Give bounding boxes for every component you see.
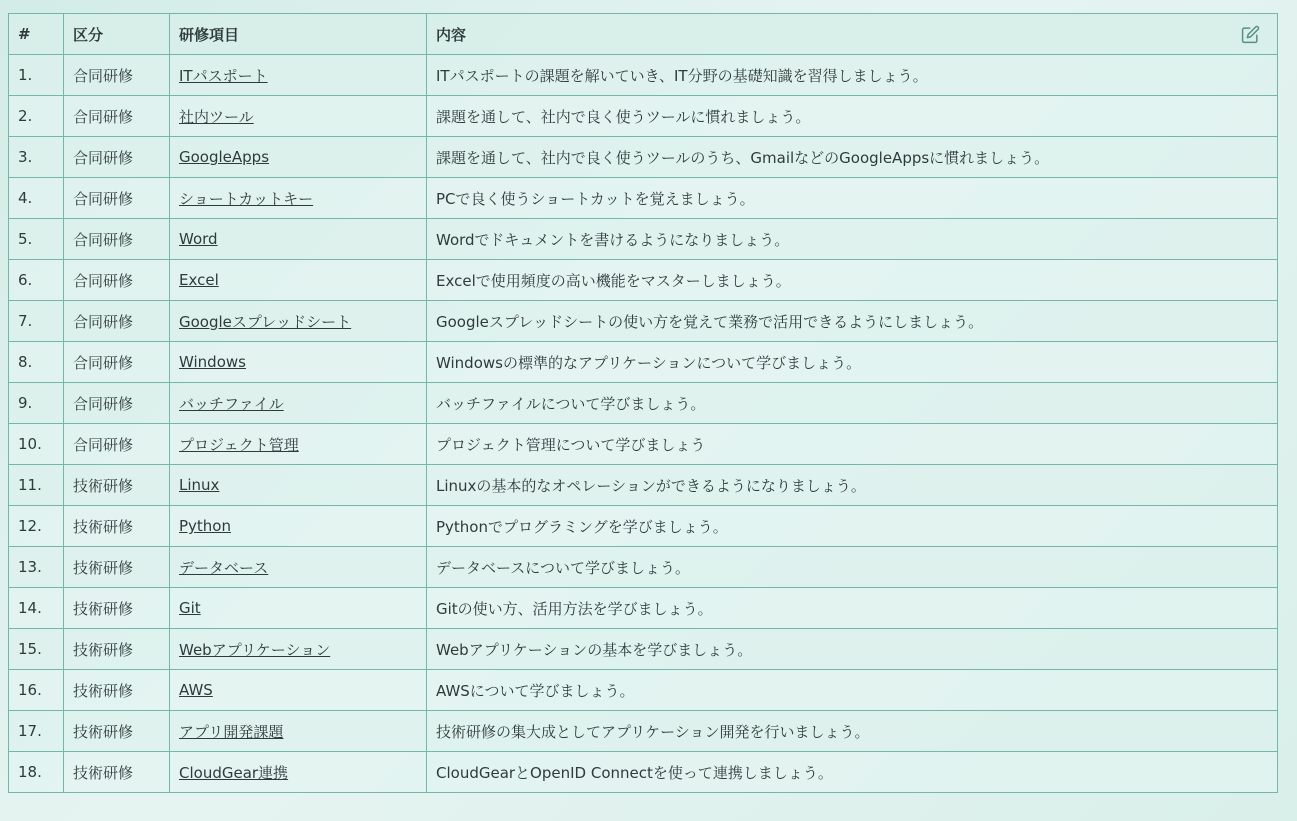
row-number: 13. xyxy=(18,558,42,576)
training-item-cell xyxy=(170,55,427,96)
row-number: 17. xyxy=(18,722,42,740)
training-item-cell xyxy=(170,588,427,629)
content-text: CloudGearとOpenID Connectを使って連携しましょう。 xyxy=(436,763,833,782)
header-number xyxy=(9,14,64,55)
category-label: 合同研修 xyxy=(73,312,134,331)
header-content-label: 内容 xyxy=(436,25,467,44)
row-number: 18. xyxy=(18,763,42,781)
content-text: プロジェクト管理について学びましょう xyxy=(436,435,706,454)
row-number: 11. xyxy=(18,476,42,494)
table-row xyxy=(9,465,1278,506)
content-text: データベースについて学びましょう。 xyxy=(436,558,690,577)
category-label: 合同研修 xyxy=(73,148,134,167)
content-text: Linuxの基本的なオペレーションができるようになりましょう。 xyxy=(436,476,866,495)
category-label: 合同研修 xyxy=(73,189,134,208)
content-cell xyxy=(427,588,1278,629)
header-category xyxy=(64,14,170,55)
content-cell xyxy=(427,465,1278,506)
content-cell xyxy=(427,711,1278,752)
row-number-cell xyxy=(9,342,64,383)
category-cell xyxy=(64,260,170,301)
table-row xyxy=(9,629,1278,670)
training-item-cell xyxy=(170,383,427,424)
training-item-link[interactable]: ショートカットキー xyxy=(179,189,314,208)
content-text: Gitの使い方、活用方法を学びましょう。 xyxy=(436,599,713,618)
row-number-cell xyxy=(9,137,64,178)
training-table-container xyxy=(8,13,1277,793)
training-item-link[interactable]: データベース xyxy=(179,558,269,577)
category-label: 合同研修 xyxy=(73,66,134,85)
row-number: 10. xyxy=(18,435,42,453)
content-text: 課題を通して、社内で良く使うツールのうち、GmailなどのGoogleAppsに慣れましょう。 xyxy=(436,148,1050,167)
content-text: 技術研修の集大成としてアプリケーション開発を行いましょう。 xyxy=(436,722,870,741)
training-item-cell xyxy=(170,711,427,752)
training-item-cell xyxy=(170,506,427,547)
training-table xyxy=(8,13,1278,793)
training-item-link[interactable]: 社内ツール xyxy=(179,107,254,126)
header-content-wrapper xyxy=(436,14,1268,54)
category-cell xyxy=(64,424,170,465)
training-item-cell xyxy=(170,629,427,670)
training-item-link[interactable]: Webアプリケーション xyxy=(179,640,331,659)
category-label: 技術研修 xyxy=(73,681,134,700)
training-item-link[interactable]: プロジェクト管理 xyxy=(179,435,299,454)
table-row xyxy=(9,219,1278,260)
header-category-label: 区分 xyxy=(73,25,104,44)
training-item-link[interactable]: AWS xyxy=(179,681,213,699)
category-cell xyxy=(64,383,170,424)
content-cell xyxy=(427,629,1278,670)
content-cell xyxy=(427,96,1278,137)
row-number: 12. xyxy=(18,517,42,535)
training-item-cell xyxy=(170,301,427,342)
row-number-cell xyxy=(9,547,64,588)
table-row xyxy=(9,670,1278,711)
content-text: Excelで使用頻度の高い機能をマスターしましょう。 xyxy=(436,271,791,290)
training-item-cell xyxy=(170,137,427,178)
table-header-row xyxy=(9,14,1278,55)
row-number-cell xyxy=(9,260,64,301)
category-label: 技術研修 xyxy=(73,599,134,618)
row-number-cell xyxy=(9,465,64,506)
category-cell xyxy=(64,342,170,383)
category-label: 技術研修 xyxy=(73,640,134,659)
category-cell xyxy=(64,96,170,137)
category-cell xyxy=(64,55,170,96)
content-cell xyxy=(427,506,1278,547)
training-item-link[interactable]: アプリ開発課題 xyxy=(179,722,284,741)
content-text: Googleスプレッドシートの使い方を覚えて業務で活用できるようにしましょう。 xyxy=(436,312,984,331)
content-text: ITパスポートの課題を解いていき、IT分野の基礎知識を習得しましょう。 xyxy=(436,66,928,85)
row-number: 4. xyxy=(18,189,33,207)
table-row xyxy=(9,711,1278,752)
row-number-cell xyxy=(9,424,64,465)
content-text: Webアプリケーションの基本を学びましょう。 xyxy=(436,640,753,659)
training-item-cell xyxy=(170,96,427,137)
category-cell xyxy=(64,752,170,793)
training-item-link[interactable]: バッチファイル xyxy=(179,394,284,413)
training-item-cell xyxy=(170,547,427,588)
table-row xyxy=(9,547,1278,588)
table-row xyxy=(9,383,1278,424)
category-cell xyxy=(64,629,170,670)
training-item-cell xyxy=(170,424,427,465)
training-item-cell xyxy=(170,465,427,506)
row-number: 6. xyxy=(18,271,33,289)
content-cell xyxy=(427,301,1278,342)
content-text: AWSについて学びましょう。 xyxy=(436,681,635,700)
table-row xyxy=(9,260,1278,301)
training-item-cell xyxy=(170,670,427,711)
row-number: 3. xyxy=(18,148,33,166)
row-number-cell xyxy=(9,219,64,260)
training-item-link[interactable]: Googleスプレッドシート xyxy=(179,312,352,331)
content-cell xyxy=(427,137,1278,178)
category-label: 合同研修 xyxy=(73,107,134,126)
category-label: 技術研修 xyxy=(73,558,134,577)
training-item-link[interactable]: Word xyxy=(179,230,218,248)
row-number-cell xyxy=(9,301,64,342)
training-item-link[interactable]: Python xyxy=(179,517,231,535)
content-cell xyxy=(427,670,1278,711)
table-row xyxy=(9,178,1278,219)
row-number: 9. xyxy=(18,394,33,412)
training-item-link[interactable]: CloudGear連携 xyxy=(179,763,289,782)
table-row xyxy=(9,137,1278,178)
content-cell xyxy=(427,383,1278,424)
row-number-cell xyxy=(9,752,64,793)
row-number-cell xyxy=(9,588,64,629)
content-cell xyxy=(427,178,1278,219)
row-number: 14. xyxy=(18,599,42,617)
training-item-link[interactable]: Linux xyxy=(179,476,220,494)
row-number: 2. xyxy=(18,107,33,125)
table-row xyxy=(9,55,1278,96)
table-row xyxy=(9,752,1278,793)
table-body xyxy=(9,55,1278,793)
category-label: 技術研修 xyxy=(73,763,134,782)
row-number-cell xyxy=(9,711,64,752)
category-cell xyxy=(64,506,170,547)
category-label: 合同研修 xyxy=(73,394,134,413)
row-number-cell xyxy=(9,629,64,670)
row-number-cell xyxy=(9,178,64,219)
content-cell xyxy=(427,424,1278,465)
category-cell xyxy=(64,465,170,506)
row-number-cell xyxy=(9,55,64,96)
table-row xyxy=(9,342,1278,383)
training-item-link[interactable]: Windows xyxy=(179,353,246,371)
content-text: バッチファイルについて学びましょう。 xyxy=(436,394,706,413)
category-cell xyxy=(64,588,170,629)
training-item-cell xyxy=(170,342,427,383)
content-cell xyxy=(427,342,1278,383)
category-label: 合同研修 xyxy=(73,353,134,372)
category-label: 技術研修 xyxy=(73,517,134,536)
content-cell xyxy=(427,547,1278,588)
category-label: 合同研修 xyxy=(73,271,134,290)
edit-icon[interactable] xyxy=(1240,24,1260,44)
category-cell xyxy=(64,178,170,219)
content-cell xyxy=(427,752,1278,793)
category-cell xyxy=(64,547,170,588)
row-number-cell xyxy=(9,96,64,137)
category-label: 合同研修 xyxy=(73,230,134,249)
row-number-cell xyxy=(9,670,64,711)
category-cell xyxy=(64,137,170,178)
table-row xyxy=(9,301,1278,342)
content-text: Wordでドキュメントを書けるようになりましょう。 xyxy=(436,230,790,249)
row-number: 15. xyxy=(18,640,42,658)
content-cell xyxy=(427,260,1278,301)
content-text: Windowsの標準的なアプリケーションについて学びましょう。 xyxy=(436,353,862,372)
table-row xyxy=(9,588,1278,629)
header-number-label: # xyxy=(18,25,31,43)
content-text: PCで良く使うショートカットを覚えましょう。 xyxy=(436,189,755,208)
row-number: 7. xyxy=(18,312,33,330)
training-item-link[interactable]: GoogleApps xyxy=(179,148,270,166)
training-item-link[interactable]: ITパスポート xyxy=(179,66,268,85)
content-cell xyxy=(427,55,1278,96)
category-cell xyxy=(64,711,170,752)
row-number: 8. xyxy=(18,353,33,371)
category-label: 技術研修 xyxy=(73,476,134,495)
category-label: 合同研修 xyxy=(73,435,134,454)
content-cell xyxy=(427,219,1278,260)
category-cell xyxy=(64,301,170,342)
table-row xyxy=(9,424,1278,465)
header-training-item xyxy=(170,14,427,55)
training-item-link[interactable]: Excel xyxy=(179,271,219,289)
content-text: 課題を通して、社内で良く使うツールに慣れましょう。 xyxy=(436,107,811,126)
training-item-cell xyxy=(170,260,427,301)
training-item-cell xyxy=(170,178,427,219)
table-row xyxy=(9,96,1278,137)
category-cell xyxy=(64,670,170,711)
row-number: 1. xyxy=(18,66,33,84)
category-cell xyxy=(64,219,170,260)
table-row xyxy=(9,506,1278,547)
training-item-cell xyxy=(170,752,427,793)
header-training-item-label: 研修項目 xyxy=(179,25,240,44)
training-item-cell xyxy=(170,219,427,260)
category-label: 技術研修 xyxy=(73,722,134,741)
row-number: 5. xyxy=(18,230,33,248)
header-content xyxy=(427,14,1278,55)
row-number: 16. xyxy=(18,681,42,699)
training-item-link[interactable]: Git xyxy=(179,599,201,617)
row-number-cell xyxy=(9,506,64,547)
content-text: Pythonでプログラミングを学びましょう。 xyxy=(436,517,728,536)
row-number-cell xyxy=(9,383,64,424)
